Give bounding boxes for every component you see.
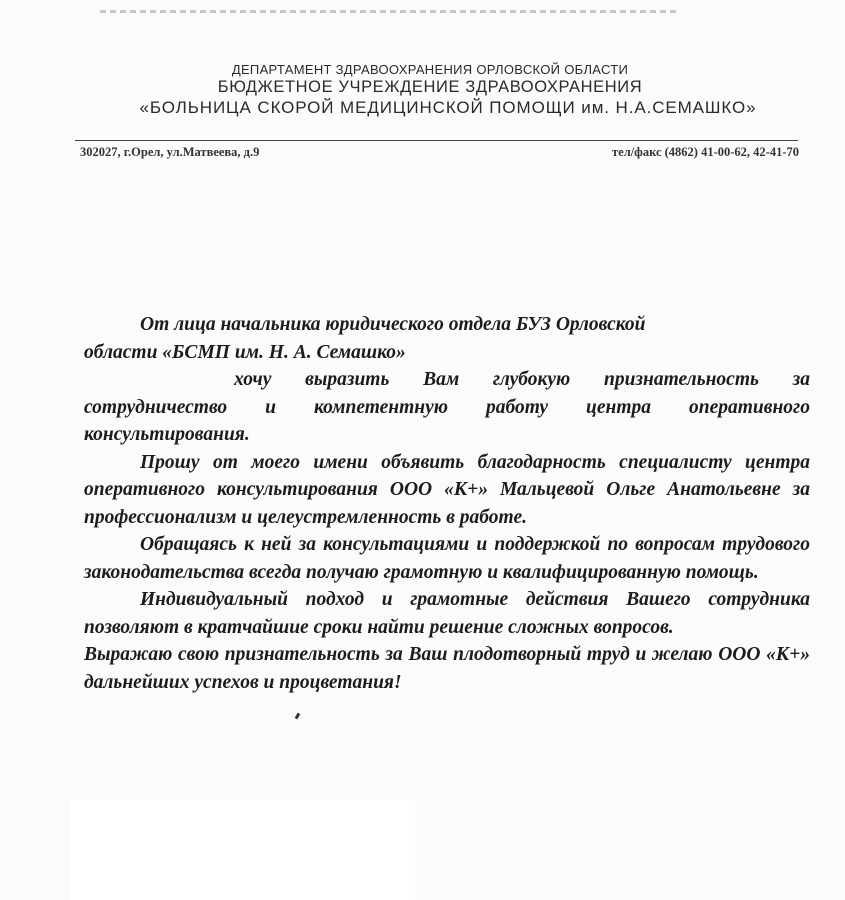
phone-fax: тел/факс (4862) 41-00-62, 42-41-70 (612, 145, 799, 159)
paragraph-4: Индивидуальный подход и грамотные действия Вашего сотрудника позволяют в кратчайшие сроки найти решение сложных вопросов. (84, 589, 810, 638)
paragraph-1-line-3: хочу выразить Вам глубокую признательность за сотрудничество и компетентную работу центра оперативного консультирования. (84, 369, 810, 445)
stray-ink-mark (295, 713, 301, 720)
paragraph-1-line-2: области «БСМП им. Н. А. Семашко» (84, 341, 406, 363)
postal-address: 302027, г.Орел, ул.Матвеева, д.9 (80, 145, 260, 159)
institution-type: БЮДЖЕТНОЕ УЧРЕЖДЕНИЕ ЗДРАВООХРАНЕНИЯ (217, 78, 643, 96)
redacted-area (70, 800, 415, 900)
letterhead (60, 62, 800, 119)
letter-body (84, 311, 810, 696)
paragraph-2: Прошу от моего имени объявить благодарность специалисту центра оперативного консультирования ООО «К+» Мальцевой Ольге Анатольевне за профессионализм и целеустремленность в работе. (84, 451, 810, 528)
paragraph-1-line-1: От лица начальника юридического отдела БУЗ Орловской (140, 314, 646, 335)
letterhead-divider (75, 140, 798, 141)
paragraph-3: Обращаясь к ней за консультациями и поддержкой по вопросам трудового законодательства всегда получаю грамотную и квалифицированную помощь. (84, 534, 810, 583)
scan-artifact (100, 10, 680, 13)
department-name: ДЕПАРТАМЕНТ ЗДРАВООХРАНЕНИЯ ОРЛОВСКОЙ ОБЛАСТИ (231, 62, 629, 77)
institution-name: «БОЛЬНИЦА СКОРОЙ МЕДИЦИНСКОЙ ПОМОЩИ им. Н.А.СЕМАШКО» (139, 98, 757, 117)
paragraph-5: Выражаю свою признательность за Ваш плодотворный труд и желаю ООО «К+» дальнейших успехов и процветания! (84, 644, 810, 693)
